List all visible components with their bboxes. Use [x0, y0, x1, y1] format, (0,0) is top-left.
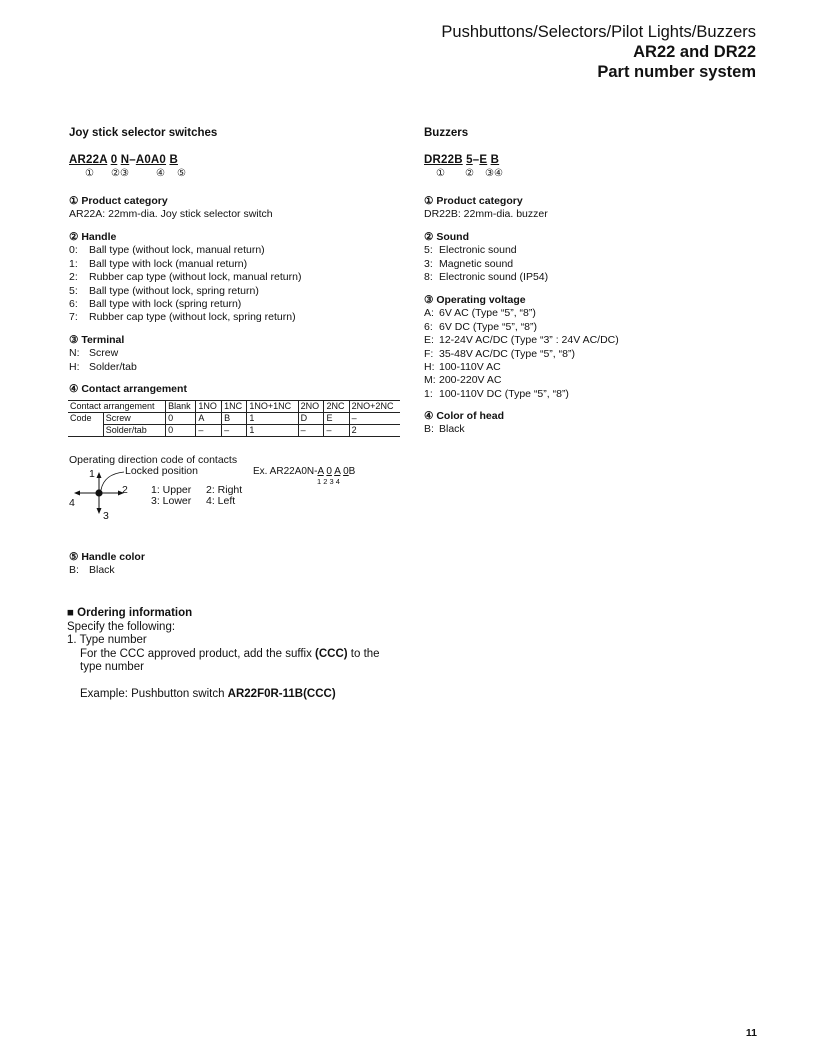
ordering-ccc-note: For the CCC approved product, add the suffix (CCC) to the	[80, 647, 380, 660]
table-cell: 1NO	[196, 401, 222, 413]
section-heading: ① Product category	[424, 195, 523, 207]
legend-3: 3: Lower	[151, 495, 192, 507]
ordering-ccc-note-cont: type number	[80, 661, 144, 673]
joystick-terminal	[69, 334, 137, 374]
pn-seg: 0	[110, 154, 118, 166]
table-cell: 2NO	[298, 401, 324, 413]
buzzers-product-category	[424, 195, 548, 222]
joystick-product-category	[69, 195, 273, 222]
example-code-index: 1 2 3 4	[317, 477, 340, 486]
table-cell: –	[222, 425, 247, 437]
contact-arrangement-table	[68, 400, 400, 437]
pn-seg: N	[120, 154, 130, 166]
pn-seg: DR22B	[424, 154, 463, 166]
joystick-handle	[69, 231, 301, 325]
table-cell: –	[349, 413, 400, 425]
joystick-handle-color	[69, 551, 145, 578]
list-item: 2: Rubber cap type (without lock, manual return)	[69, 271, 302, 284]
table-cell: Solder/tab	[103, 425, 165, 437]
list-item: E: 12-24V AC/DC (Type “3” : 24V AC/DC)	[424, 334, 619, 347]
list-item: 5: Electronic sound	[424, 244, 517, 257]
ordering-information	[67, 607, 407, 702]
table-header-row	[68, 401, 400, 413]
locked-position-label: Locked position	[125, 465, 198, 477]
table-cell: A	[196, 413, 222, 425]
section-heading: ④ Color of head	[424, 410, 504, 422]
list-item: B: Black	[69, 564, 115, 577]
list-item: N: Screw	[69, 347, 119, 360]
header-series: AR22 and DR22	[633, 43, 756, 61]
table-cell: D	[298, 413, 324, 425]
table-row	[68, 425, 400, 437]
arrow-down-icon	[97, 508, 102, 514]
marker: ⑤	[177, 168, 186, 179]
table-cell: 2	[349, 425, 400, 437]
list-item: B: Black	[424, 423, 465, 436]
list-item: 1: Ball type with lock (manual return)	[69, 257, 248, 270]
section-heading: ① Product category	[69, 195, 168, 207]
table-cell: Contact arrangement	[68, 401, 166, 413]
marker: ①	[436, 168, 445, 179]
table-cell: 1NC	[222, 401, 247, 413]
table-cell: –	[196, 425, 222, 437]
table-cell: E	[324, 413, 349, 425]
buzzers-sound	[424, 231, 548, 285]
example-code: Ex. AR22A0N-A 0 A 0B	[253, 466, 356, 477]
list-item: M: 200-220V AC	[424, 374, 502, 387]
list-item: A: 6V AC (Type “5”, “8”)	[424, 307, 536, 320]
pn-seg: B	[490, 154, 500, 166]
table-row	[68, 413, 400, 425]
joystick-pn-markers	[69, 167, 209, 181]
ordering-title: ■ Ordering information	[67, 607, 193, 619]
opdir-title: Operating direction code of contacts	[69, 454, 238, 466]
pn-seg: –	[129, 154, 136, 166]
list-item: 6: Ball type with lock (spring return)	[69, 298, 242, 311]
section-heading: ③ Operating voltage	[424, 294, 526, 306]
leader-line	[101, 472, 124, 490]
locked-position-dot	[95, 489, 102, 496]
dir-1-label: 1	[89, 468, 95, 480]
table-cell: –	[324, 425, 349, 437]
marker: ③④	[485, 168, 503, 179]
pn-seg: B	[169, 154, 178, 166]
pn-seg: E	[479, 154, 488, 166]
list-item: 8: Electronic sound (IP54)	[424, 271, 549, 284]
section-line: AR22A: 22mm-dia. Joy stick selector switch	[69, 208, 273, 221]
list-item: 1: 100-110V DC (Type “5”, “8”)	[424, 387, 569, 400]
list-item: 7: Rubber cap type (without lock, spring return)	[69, 311, 296, 324]
list-item: 5: Ball type (without lock, spring return)	[69, 284, 259, 297]
buzzers-pn-markers	[424, 167, 524, 181]
list-item: H: 100-110V AC	[424, 361, 501, 374]
table-cell: 0	[166, 413, 196, 425]
table-cell: Blank	[166, 401, 196, 413]
legend-4: 4: Left	[206, 495, 236, 507]
header-title: Part number system	[597, 63, 756, 81]
header-category: Pushbuttons/Selectors/Pilot Lights/Buzzers	[441, 23, 756, 41]
dir-4-label: 4	[69, 497, 75, 509]
table-cell: 2NO+2NC	[349, 401, 400, 413]
dir-2-label: 2	[122, 484, 128, 496]
marker: ②	[465, 168, 474, 179]
list-item: 6: 6V DC (Type “5”, “8”)	[424, 320, 538, 333]
arrow-left-icon	[74, 491, 80, 496]
dir-3-label: 3	[103, 510, 109, 522]
list-item: 3: Magnetic sound	[424, 257, 514, 270]
table-cell: Code	[68, 413, 103, 437]
table-cell: B	[222, 413, 247, 425]
pn-seg: AR22A	[69, 154, 108, 166]
pn-seg: 5	[466, 154, 473, 166]
buzzers-part-number	[424, 154, 499, 167]
table-cell: 1	[247, 413, 298, 425]
list-item: 0: Ball type (without lock, manual return)	[69, 244, 265, 257]
marker: ②③	[111, 168, 129, 179]
contact-arrangement-heading: ④ Contact arrangement	[69, 383, 187, 395]
section-heading: ② Sound	[424, 231, 469, 243]
table-cell: –	[298, 425, 324, 437]
buzzers-head-color	[424, 410, 504, 437]
section-heading: ⑤ Handle color	[69, 551, 145, 563]
marker: ①	[85, 168, 94, 179]
pn-seg: A0A0	[135, 154, 167, 166]
section-heading: ② Handle	[69, 231, 117, 243]
list-item: F: 35-48V AC/DC (Type “5”, “8”)	[424, 347, 575, 360]
marker: ④	[156, 168, 165, 179]
legend-1: 1: Upper	[151, 484, 192, 496]
table-cell: 0	[166, 425, 196, 437]
ordering-specify: Specify the following:	[67, 620, 176, 633]
table-cell: 1	[247, 425, 298, 437]
table-cell: 1NO+1NC	[247, 401, 298, 413]
list-item: H: Solder/tab	[69, 360, 137, 373]
pn-seg: –	[472, 154, 480, 166]
joystick-title: Joy stick selector switches	[69, 127, 218, 139]
page-number: 11	[745, 1026, 757, 1039]
table-cell: 2NC	[324, 401, 349, 413]
section-line: DR22B: 22mm-dia. buzzer	[424, 208, 548, 221]
table-cell: Screw	[103, 413, 165, 425]
section-heading: ③ Terminal	[69, 334, 125, 346]
arrow-up-icon	[97, 472, 102, 478]
buzzers-title: Buzzers	[424, 127, 469, 139]
ordering-example: Example: Pushbutton switch AR22F0R-11B(CCC)	[80, 688, 336, 700]
ordering-item-1: 1. Type number	[67, 634, 147, 646]
legend-2: 2: Right	[206, 484, 243, 496]
joystick-part-number	[69, 154, 178, 167]
buzzers-voltage	[424, 294, 619, 401]
